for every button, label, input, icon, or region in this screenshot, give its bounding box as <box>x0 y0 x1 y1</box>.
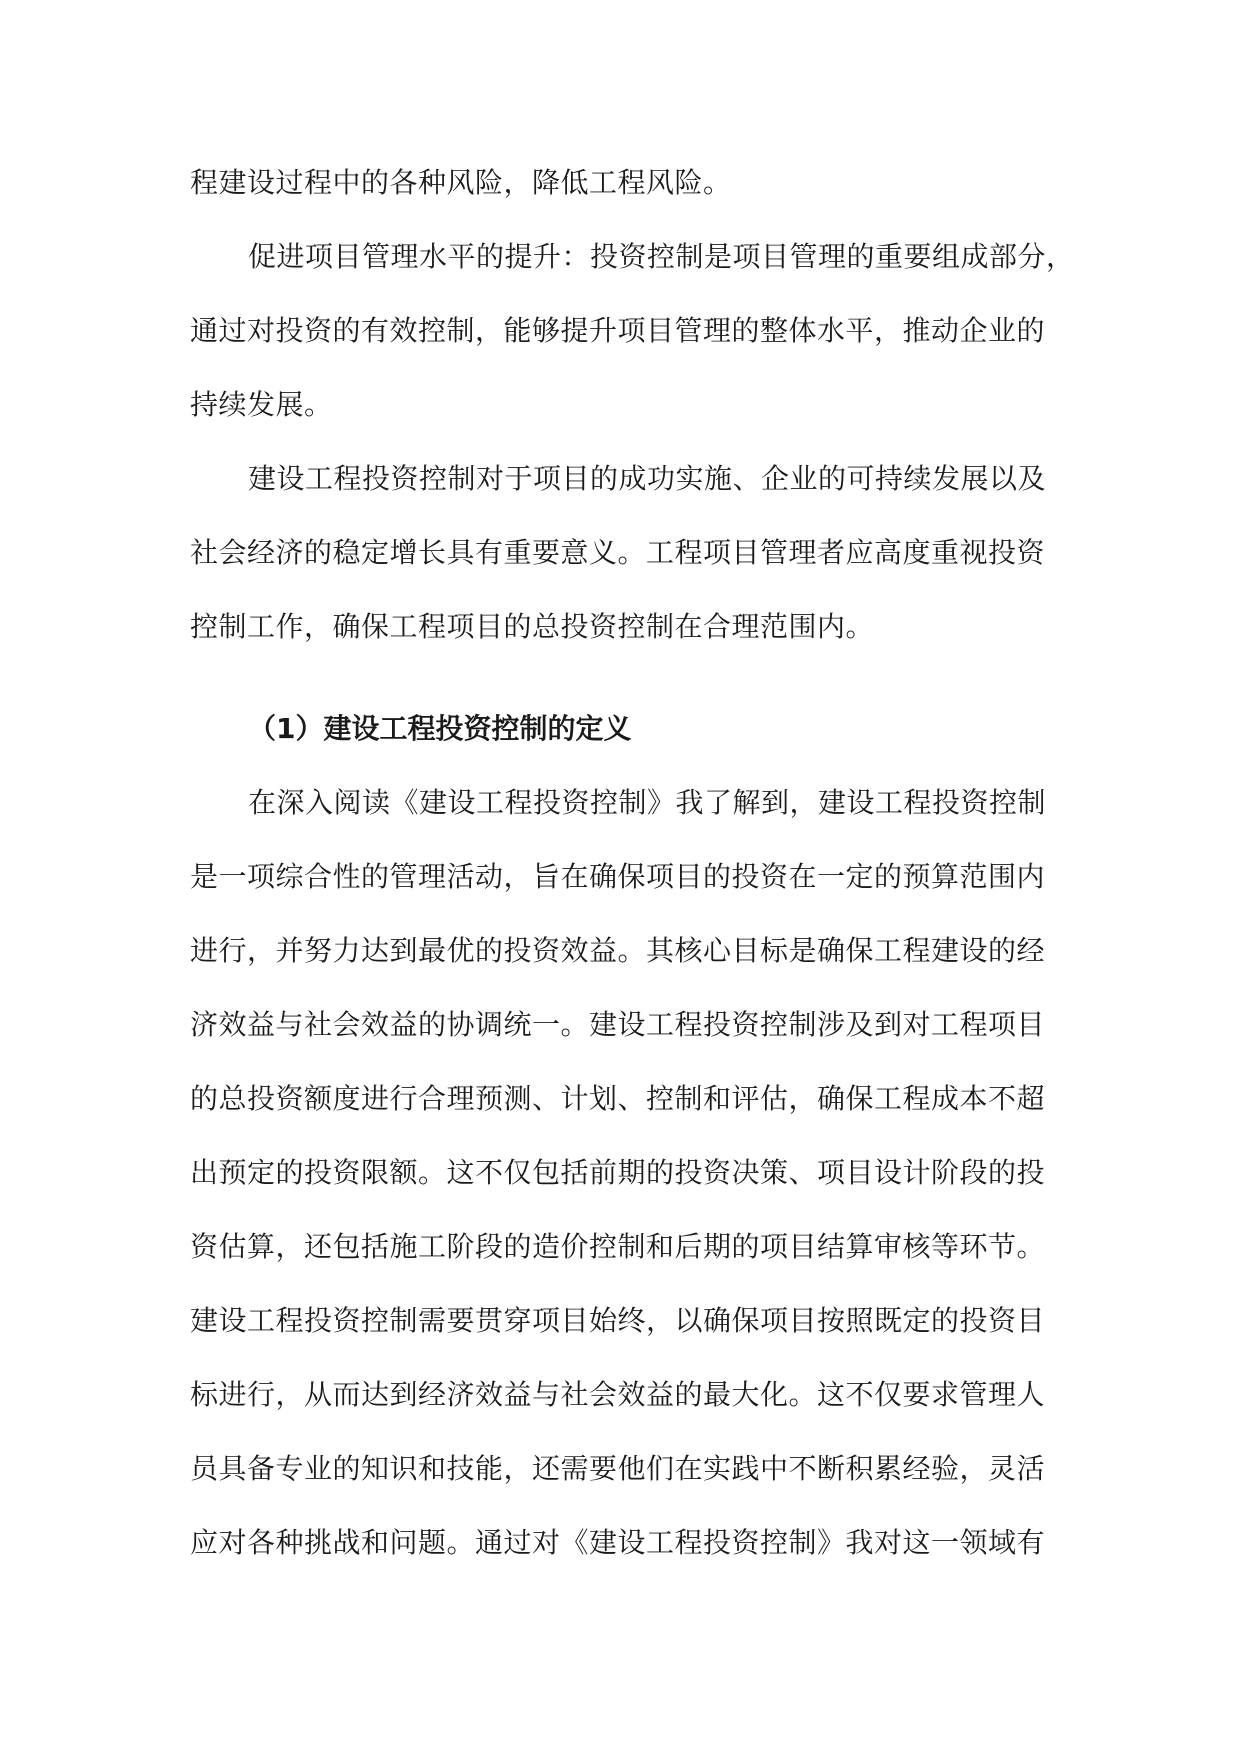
section-heading: （1）建设工程投资控制的定义 <box>248 712 632 745</box>
paragraph-line: 济效益与社会效益的协调统一。建设工程投资控制涉及到对工程项目 <box>190 1008 1046 1041</box>
paragraph-line: 建设工程投资控制需要贯穿项目始终，以确保项目按照既定的投资目 <box>190 1304 1046 1337</box>
paragraph-line: 建设工程投资控制对于项目的成功实施、企业的可持续发展以及 <box>248 462 1047 495</box>
paragraph-line: 的总投资额度进行合理预测、计划、控制和评估，确保工程成本不超 <box>190 1082 1046 1115</box>
paragraph-line: 程建设过程中的各种风险，降低工程风险。 <box>190 166 732 199</box>
paragraph-line: 促进项目管理水平的提升：投资控制是项目管理的重要组成部分， <box>248 240 1075 273</box>
paragraph-line: 是一项综合性的管理活动，旨在确保项目的投资在一定的预算范围内 <box>190 860 1046 893</box>
paragraph-line: 持续发展。 <box>190 388 333 421</box>
paragraph-line: 员具备专业的知识和技能，还需要他们在实践中不断积累经验，灵活 <box>190 1452 1046 1485</box>
paragraph-line: 在深入阅读《建设工程投资控制》我了解到，建设工程投资控制 <box>248 786 1047 819</box>
paragraph-line: 控制工作，确保工程项目的总投资控制在合理范围内。 <box>190 610 875 643</box>
body-text <box>190 146 1075 1580</box>
paragraph-line: 标进行，从而达到经济效益与社会效益的最大化。这不仅要求管理人 <box>190 1378 1046 1411</box>
paragraph-line: 社会经济的稳定增长具有重要意义。工程项目管理者应高度重视投资 <box>190 536 1046 569</box>
paragraph-line: 资估算，还包括施工阶段的造价控制和后期的项目结算审核等环节。 <box>190 1230 1046 1263</box>
paragraph-line: 出预定的投资限额。这不仅包括前期的投资决策、项目设计阶段的投 <box>190 1156 1046 1189</box>
paragraph-line: 进行，并努力达到最优的投资效益。其核心目标是确保工程建设的经 <box>190 934 1046 967</box>
paragraph-line: 应对各种挑战和问题。通过对《建设工程投资控制》我对这一领域有 <box>190 1526 1046 1559</box>
paragraph-line: 通过对投资的有效控制，能够提升项目管理的整体水平，推动企业的 <box>190 314 1046 347</box>
